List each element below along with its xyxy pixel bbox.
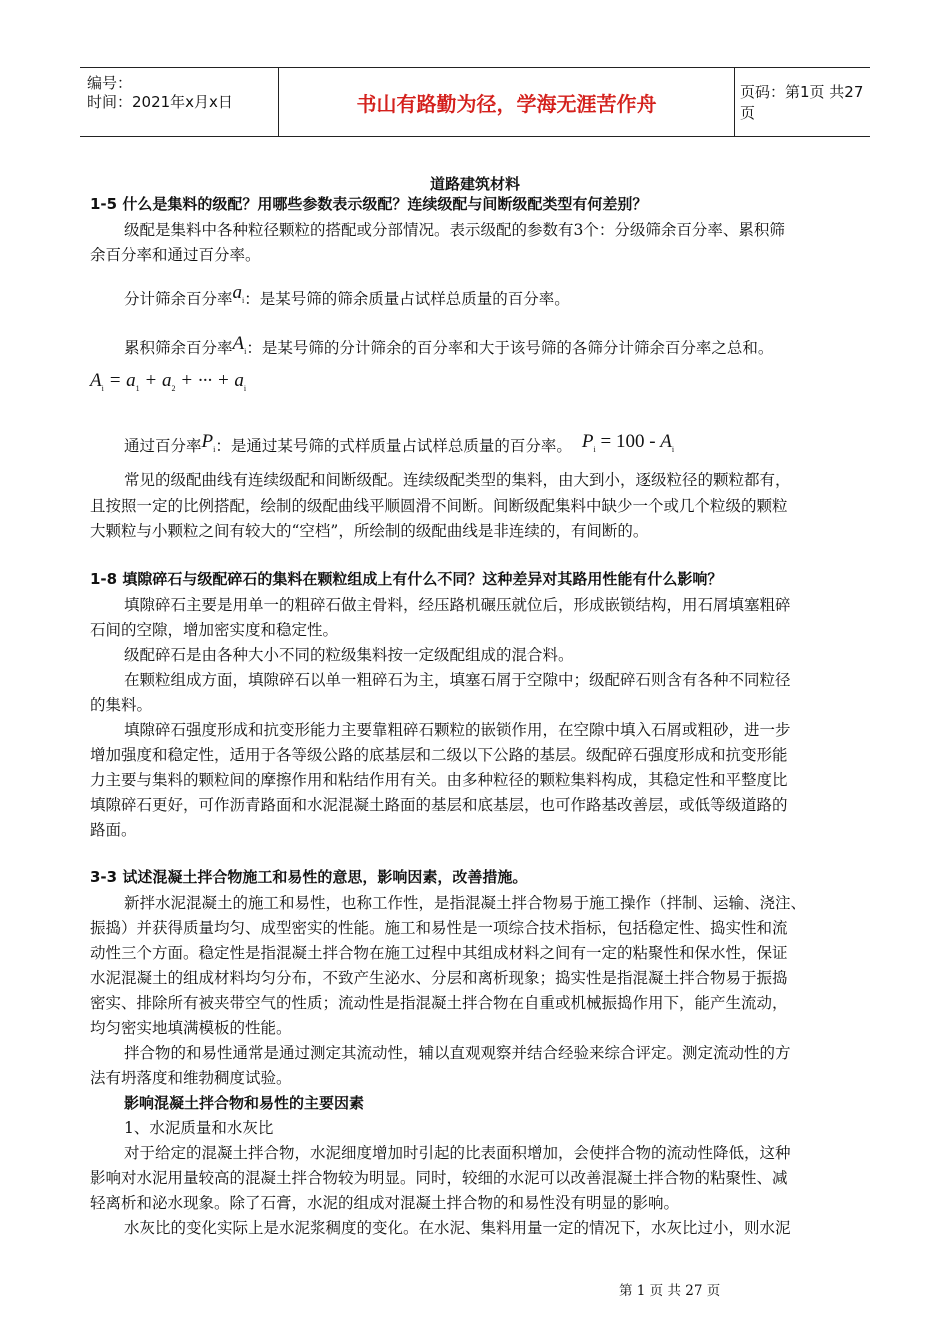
paragraph-line: 填隙碎石主要是用单一的粗碎石做主骨料，经压路机碾压就位后，形成嵌锁结构，用石屑填塞粗碎	[124, 596, 791, 614]
paragraph-line: 常见的级配曲线有连续级配和间断级配。连续级配类型的集料，由大到小，逐级粒径的颗粒都有，	[124, 471, 791, 489]
paragraph-line: 级配碎石是由各种大小不同的粒级集料按一定级配组成的混合料。	[124, 646, 574, 664]
paragraph-line: 水泥混凝土的组成材料均匀分布，不致产生泌水、分层和离析现象；捣实性是指混凝土拌合物易于振捣	[90, 969, 788, 987]
paragraph-line: 法有坍落度和维勃稠度试验。	[90, 1069, 292, 1087]
paragraph-line: 的集料。	[90, 696, 153, 714]
header-page-info: 页码：第1页 共27页	[740, 83, 864, 122]
definition-label: 分计筛余百分率	[124, 290, 233, 308]
math-symbol-A: $A_i$	[232, 333, 247, 356]
paragraph-line: 振捣）并获得质量均匀、成型密实的性能。施工和易性是一项综合技术指标，包括稳定性、捣实性和流	[90, 919, 788, 937]
paragraph-line: 力主要与集料的颗粒间的摩擦作用和粘结作用有关。由多种粒径的颗粒集料构成，其稳定性和平整度比	[90, 771, 788, 789]
paragraph-line: 新拌水泥混凝土的施工和易性，也称工作性，是指混凝土拌合物易于施工操作（拌制、运输、浇注、	[124, 894, 807, 912]
paragraph-line: 动性三个方面。稳定性是指混凝土拌合物在施工过程中其组成材料之间有一定的粘聚性和保水性，保证	[90, 944, 788, 962]
math-symbol-P: $P_i$	[201, 431, 216, 454]
formula-passing: $P_i = 100 - A_i$	[581, 431, 675, 454]
doc-date: 时间：2021年x月x日	[87, 93, 233, 111]
paragraph-line: 对于给定的混凝土拌合物，水泥细度增加时引起的比表面积增加，会使拌合物的流动性降低，这种	[124, 1144, 791, 1162]
definition-text: ：是某号筛的分计筛余的百分率和大于该号筛的各筛分计筛余百分率之总和。	[246, 339, 774, 357]
definition-a	[124, 282, 570, 312]
page-footer: 第 1 页 共 27 页	[619, 1283, 721, 1299]
paragraph-line: 大颗粒与小颗粒之间有较大的“空档”，所绘制的级配曲线是非连续的，有间断的。	[90, 522, 649, 540]
paragraph-line: 路面。	[90, 821, 137, 839]
paragraph-line: 密实、排除所有被夹带空气的性质；流动性是指混凝土拌合物在自重或机械振捣作用下，能产生流动，	[90, 994, 788, 1012]
paragraph-line: 且按照一定的比例搭配，绘制的级配曲线平顺圆滑不间断。间断级配集料中缺少一个或几个粒级的颗粒	[90, 497, 788, 515]
doc-number-label: 编号：	[87, 74, 133, 92]
definition-label: 累积筛余百分率	[124, 339, 233, 357]
paragraph-line: 拌合物的和易性通常是通过测定其流动性，辅以直观观察并结合经验来综合评定。测定流动性的方	[124, 1044, 791, 1062]
math-symbol-a: $a_i$	[232, 282, 245, 305]
question-3-3: 3-3 试述混凝土拌合物施工和易性的意思，影响因素，改善措施。	[90, 868, 528, 886]
page-title: 道路建筑材料	[429, 175, 520, 193]
question-1-8: 1-8 填隙碎石与级配碎石的集料在颗粒组成上有什么不同？这种差异对其路用性能有什么影响？	[90, 570, 723, 588]
paragraph-line: 填隙碎石更好，可作沥青路面和水泥混凝土路面的基层和底基层，也可作路基改善层，或低等级道路的	[90, 796, 788, 814]
paragraph-line: 水灰比的变化实际上是水泥浆稠度的变化。在水泥、集料用量一定的情况下，水灰比过小，则水泥	[124, 1219, 791, 1237]
formula-cumulative: $A_i = a_1 + a_2$ + ··· + $a_i$	[90, 370, 247, 393]
subheading: 影响混凝土拌合物和易性的主要因素	[124, 1094, 365, 1112]
paragraph-line: 级配是集料中各种粒径颗粒的搭配或分部情况。表示级配的参数有3个：分级筛余百分率、累积筛	[124, 221, 785, 239]
paragraph-line: 增加强度和稳定性，适用于各等级公路的底基层和二级以下公路的基层。级配碎石强度形成和抗变形能	[90, 746, 788, 764]
header-table	[80, 67, 870, 137]
definition-text: ：是通过某号筛的式样质量占试样总质量的百分率。	[215, 437, 572, 455]
header-motto: 书山有路勤为径，学海无涯苦作舟	[279, 68, 735, 136]
paragraph-line: 轻离析和泌水现象。除了石膏，水泥的组成对混凝土拌合物的和易性没有明显的影响。	[90, 1194, 680, 1212]
definition-text: ：是某号筛的筛余质量占试样总质量的百分率。	[244, 290, 570, 308]
paragraph-line: 影响对水泥用量较高的混凝土拌合物较为明显。同时，较细的水泥可以改善混凝土拌合物的粘聚性、减	[90, 1169, 788, 1187]
paragraph-line: 均匀密实地填满模板的性能。	[90, 1019, 292, 1037]
definition-label: 通过百分率	[124, 437, 202, 455]
definition-P	[124, 431, 675, 459]
paragraph-line: 在颗粒组成方面，填隙碎石以单一粗碎石为主，填塞石屑于空隙中；级配碎石则含有各种不同粒径	[124, 671, 791, 689]
definition-A	[124, 333, 774, 361]
header-meta-cell	[80, 68, 279, 136]
question-1-5: 1-5 什么是集料的级配？用哪些参数表示级配？连续级配与间断级配类型有何差别？	[90, 195, 648, 213]
paragraph-line: 填隙碎石强度形成和抗变形能力主要靠粗碎石颗粒的嵌锁作用，在空隙中填入石屑或粗砂，进一步	[124, 721, 791, 739]
list-item: 1、水泥质量和水灰比	[124, 1119, 274, 1137]
paragraph-line: 余百分率和通过百分率。	[90, 246, 261, 264]
paragraph-line: 石间的空隙，增加密实度和稳定性。	[90, 621, 339, 639]
